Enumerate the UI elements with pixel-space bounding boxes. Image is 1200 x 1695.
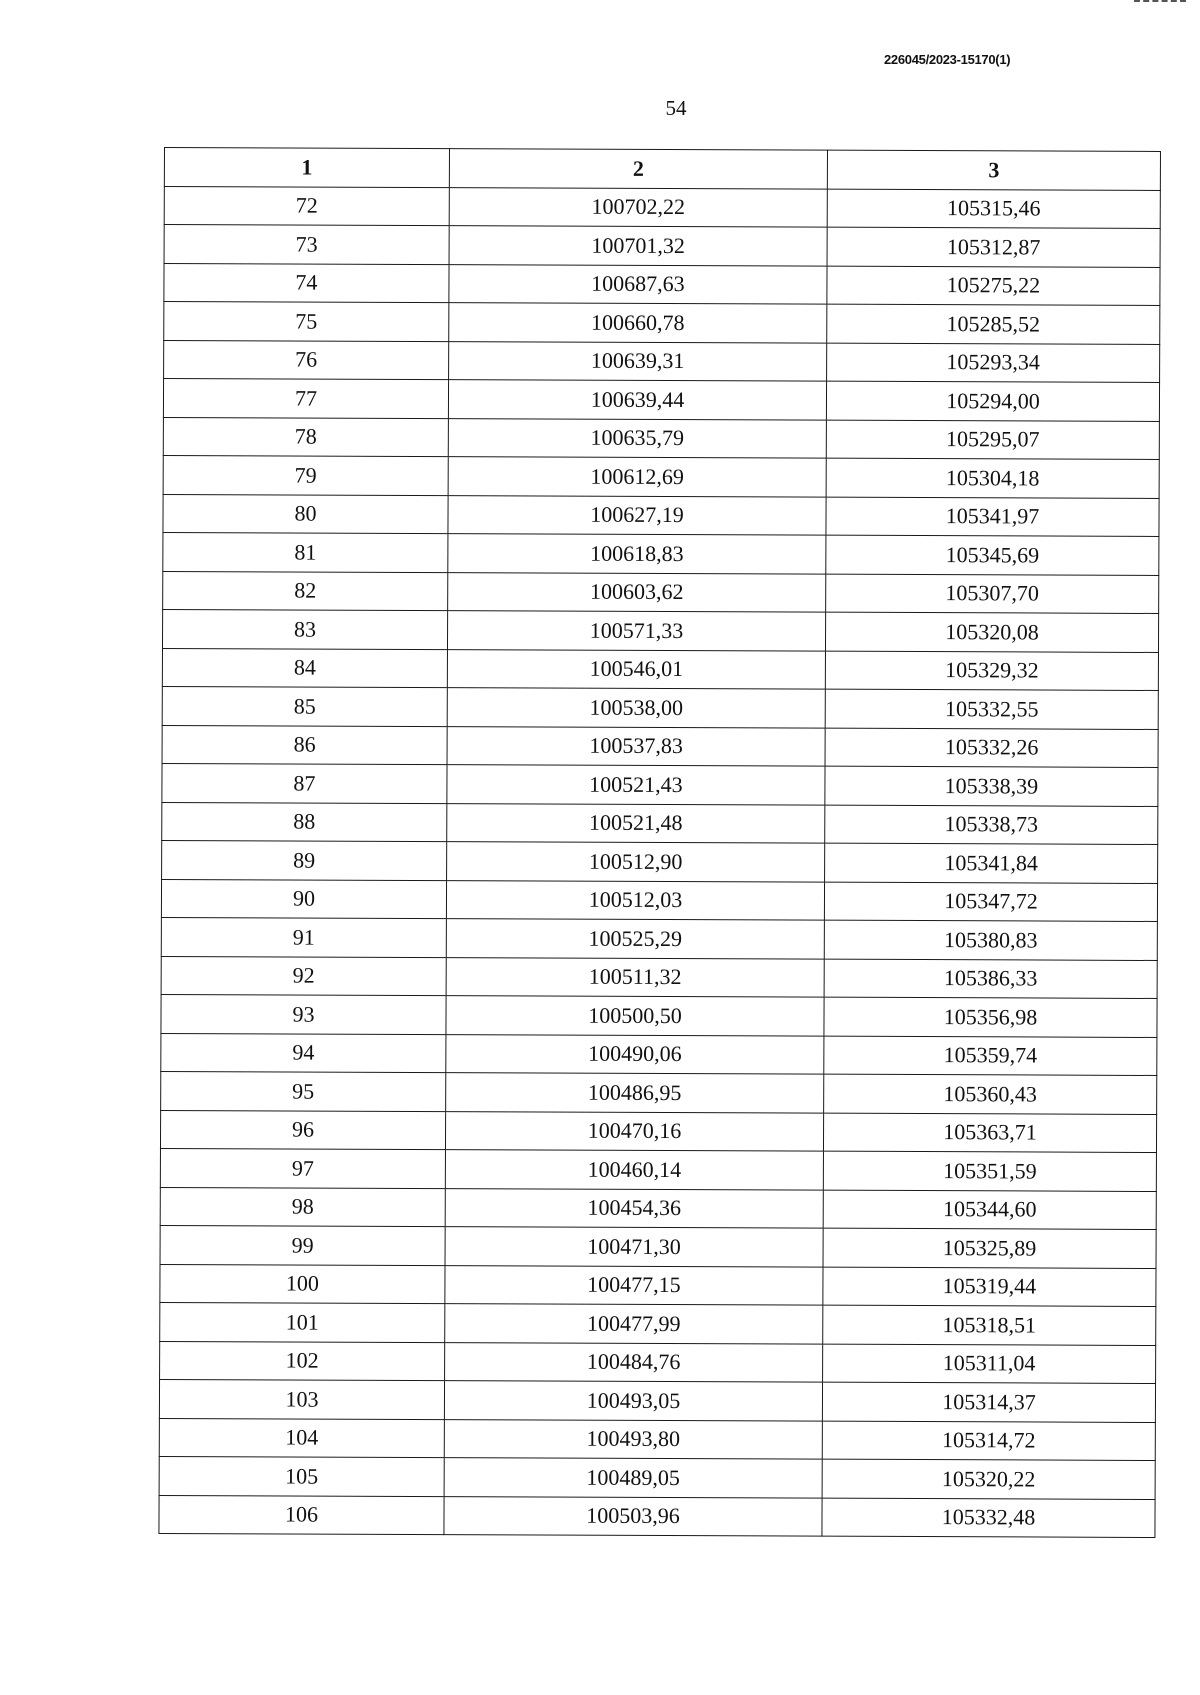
table-row (160, 1341, 1156, 1383)
table-row (164, 225, 1160, 267)
table-row (162, 648, 1158, 690)
point-number-cell: 92 (161, 956, 446, 996)
x-coordinate-cell: 100603,62 (448, 572, 826, 612)
x-coordinate-cell: 100512,90 (447, 842, 825, 882)
point-number-cell: 82 (163, 571, 448, 611)
y-coordinate-cell: 105318,51 (823, 1305, 1156, 1345)
table-row (162, 725, 1158, 767)
y-coordinate-cell: 105347,72 (824, 882, 1157, 922)
table-row (159, 1456, 1155, 1498)
y-coordinate-cell: 105312,87 (827, 227, 1160, 267)
column-header-point: 1 (164, 148, 449, 188)
point-number-cell: 72 (164, 186, 449, 226)
table-row (159, 1418, 1155, 1460)
x-coordinate-cell: 100500,50 (446, 996, 824, 1036)
x-coordinate-cell: 100571,33 (447, 611, 825, 651)
y-coordinate-cell: 105294,00 (826, 381, 1159, 421)
point-number-cell: 101 (160, 1302, 445, 1342)
scan-corner-mark (1134, 0, 1186, 6)
table-row (164, 263, 1160, 305)
y-coordinate-cell: 105319,44 (823, 1267, 1156, 1307)
point-number-cell: 80 (163, 494, 448, 534)
table-row (160, 1302, 1156, 1344)
y-coordinate-cell: 105320,22 (822, 1459, 1155, 1499)
x-coordinate-cell: 100486,95 (446, 1073, 824, 1113)
y-coordinate-cell: 105332,26 (825, 728, 1158, 768)
y-coordinate-cell: 105332,55 (825, 689, 1158, 729)
y-coordinate-cell: 105315,46 (827, 189, 1160, 229)
table-row (162, 609, 1158, 651)
table-row (162, 763, 1158, 805)
table-row (159, 1495, 1155, 1537)
table-header (164, 148, 1160, 190)
x-coordinate-cell: 100493,05 (444, 1381, 822, 1421)
y-coordinate-cell: 105307,70 (826, 574, 1159, 614)
table-row (163, 455, 1159, 497)
table-row (164, 302, 1160, 344)
x-coordinate-cell: 100618,83 (448, 534, 826, 574)
document-number: 226045/2023-15170(1) (884, 52, 1011, 67)
y-coordinate-cell: 105351,59 (823, 1151, 1156, 1191)
page-number: 54 (665, 96, 687, 120)
y-coordinate-cell: 105386,33 (824, 959, 1157, 999)
y-coordinate-cell: 105338,39 (825, 766, 1158, 806)
point-number-cell: 93 (161, 994, 446, 1034)
x-coordinate-cell: 100701,32 (449, 226, 827, 266)
x-coordinate-cell: 100493,80 (444, 1419, 822, 1459)
y-coordinate-cell: 105329,32 (825, 651, 1158, 691)
point-number-cell: 105 (159, 1456, 444, 1496)
x-coordinate-cell: 100639,31 (449, 341, 827, 381)
header-row (164, 148, 1160, 190)
y-coordinate-cell: 105314,37 (822, 1382, 1155, 1422)
x-coordinate-cell: 100537,83 (447, 726, 825, 766)
point-number-cell: 77 (163, 379, 448, 419)
point-number-cell: 85 (162, 686, 447, 726)
coordinates-table (158, 147, 1161, 1538)
x-coordinate-cell: 100612,69 (448, 457, 826, 497)
x-coordinate-cell: 100521,48 (447, 803, 825, 843)
point-number-cell: 89 (162, 840, 447, 880)
table-row (159, 1379, 1155, 1421)
table-row (164, 340, 1160, 382)
y-coordinate-cell: 105363,71 (823, 1113, 1156, 1153)
table-row (164, 186, 1160, 228)
y-coordinate-cell: 105293,34 (827, 343, 1160, 383)
point-number-cell: 86 (162, 725, 447, 765)
point-number-cell: 99 (160, 1225, 445, 1265)
y-coordinate-cell: 105341,97 (826, 497, 1159, 537)
point-number-cell: 98 (160, 1187, 445, 1227)
table-row (163, 379, 1159, 421)
x-coordinate-cell: 100538,00 (447, 688, 825, 728)
y-coordinate-cell: 105304,18 (826, 458, 1159, 498)
x-coordinate-cell: 100687,63 (449, 264, 827, 304)
y-coordinate-cell: 105314,72 (822, 1421, 1155, 1461)
point-number-cell: 95 (161, 1071, 446, 1111)
table-row (162, 686, 1158, 728)
column-header-y: 3 (827, 150, 1160, 190)
x-coordinate-cell: 100484,76 (445, 1342, 823, 1382)
x-coordinate-cell: 100477,99 (445, 1304, 823, 1344)
point-number-cell: 97 (160, 1148, 445, 1188)
table-row (161, 1071, 1157, 1113)
table-row (161, 917, 1157, 959)
table-row (163, 571, 1159, 613)
point-number-cell: 76 (164, 340, 449, 380)
x-coordinate-cell: 100470,16 (445, 1111, 823, 1151)
table-row (160, 1225, 1156, 1267)
point-number-cell: 74 (164, 263, 449, 303)
point-number-cell: 90 (161, 879, 446, 919)
x-coordinate-cell: 100471,30 (445, 1227, 823, 1267)
y-coordinate-cell: 105325,89 (823, 1228, 1156, 1268)
table-row (160, 1110, 1156, 1152)
x-coordinate-cell: 100639,44 (448, 380, 826, 420)
x-coordinate-cell: 100503,96 (444, 1496, 822, 1536)
y-coordinate-cell: 105344,60 (823, 1190, 1156, 1230)
x-coordinate-cell: 100511,32 (446, 957, 824, 997)
x-coordinate-cell: 100702,22 (449, 187, 827, 227)
y-coordinate-cell: 105356,98 (824, 997, 1157, 1037)
point-number-cell: 100 (160, 1264, 445, 1304)
point-number-cell: 106 (159, 1495, 444, 1535)
column-header-x: 2 (449, 149, 827, 189)
x-coordinate-cell: 100490,06 (446, 1034, 824, 1074)
x-coordinate-cell: 100635,79 (448, 418, 826, 458)
point-number-cell: 102 (160, 1341, 445, 1381)
y-coordinate-cell: 105359,74 (824, 1036, 1157, 1076)
table-row (160, 1148, 1156, 1190)
table-row (162, 802, 1158, 844)
point-number-cell: 73 (164, 225, 449, 265)
table-row (160, 1264, 1156, 1306)
y-coordinate-cell: 105285,52 (827, 304, 1160, 344)
y-coordinate-cell: 105345,69 (826, 535, 1159, 575)
table-row (161, 994, 1157, 1036)
table-row (162, 840, 1158, 882)
point-number-cell: 91 (161, 917, 446, 957)
point-number-cell: 94 (161, 1033, 446, 1073)
y-coordinate-cell: 105360,43 (824, 1074, 1157, 1114)
point-number-cell: 75 (164, 302, 449, 342)
table-row (161, 879, 1157, 921)
x-coordinate-cell: 100546,01 (447, 649, 825, 689)
x-coordinate-cell: 100627,19 (448, 495, 826, 535)
y-coordinate-cell: 105341,84 (825, 843, 1158, 883)
y-coordinate-cell: 105295,07 (826, 420, 1159, 460)
x-coordinate-cell: 100454,36 (445, 1188, 823, 1228)
x-coordinate-cell: 100460,14 (445, 1150, 823, 1190)
point-number-cell: 104 (159, 1418, 444, 1458)
x-coordinate-cell: 100489,05 (444, 1458, 822, 1498)
y-coordinate-cell: 105332,48 (822, 1498, 1155, 1538)
x-coordinate-cell: 100477,15 (445, 1265, 823, 1305)
point-number-cell: 79 (163, 455, 448, 495)
point-number-cell: 88 (162, 802, 447, 842)
point-number-cell: 78 (163, 417, 448, 457)
x-coordinate-cell: 100525,29 (446, 919, 824, 959)
table-row (163, 494, 1159, 536)
x-coordinate-cell: 100512,03 (446, 880, 824, 920)
table-row (163, 532, 1159, 574)
table-row (163, 417, 1159, 459)
point-number-cell: 103 (159, 1379, 444, 1419)
table-body (159, 186, 1160, 1537)
point-number-cell: 84 (162, 648, 447, 688)
y-coordinate-cell: 105320,08 (825, 612, 1158, 652)
point-number-cell: 81 (163, 532, 448, 572)
point-number-cell: 83 (162, 609, 447, 649)
point-number-cell: 96 (160, 1110, 445, 1150)
x-coordinate-cell: 100521,43 (447, 765, 825, 805)
table-row (161, 1033, 1157, 1075)
y-coordinate-cell: 105338,73 (825, 805, 1158, 845)
point-number-cell: 87 (162, 763, 447, 803)
table-row (161, 956, 1157, 998)
y-coordinate-cell: 105380,83 (824, 920, 1157, 960)
table-row (160, 1187, 1156, 1229)
y-coordinate-cell: 105311,04 (823, 1344, 1156, 1384)
x-coordinate-cell: 100660,78 (449, 303, 827, 343)
y-coordinate-cell: 105275,22 (827, 266, 1160, 306)
